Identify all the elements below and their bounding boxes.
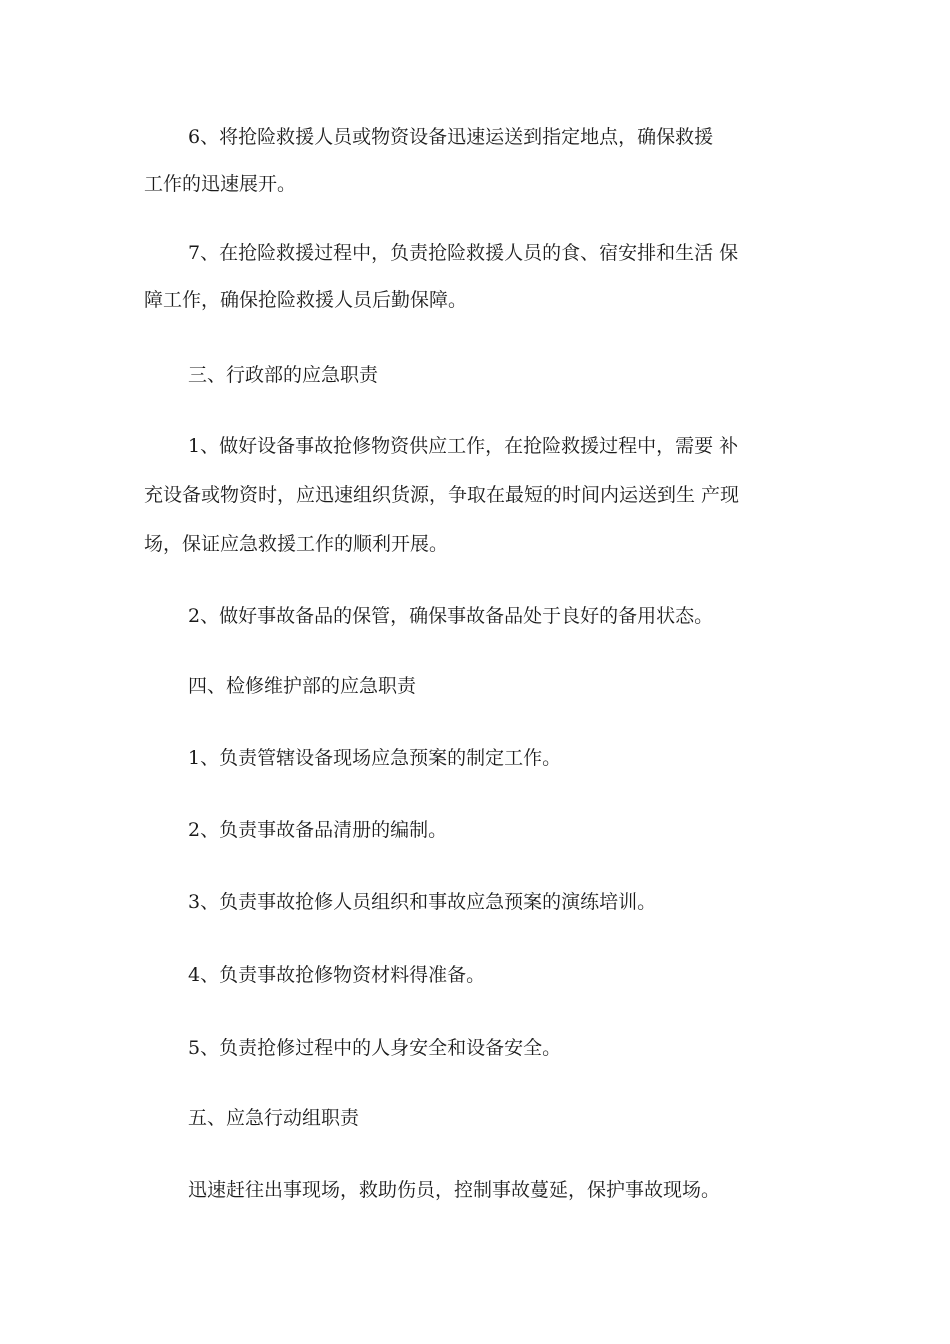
section-5-body: 迅速赶往出事现场，救助伤员，控制事故蔓延，保护事故现场。 [188, 1179, 721, 1201]
section-4-heading: 四、检修维护部的应急职责 [188, 675, 417, 697]
section-4-item-5: 5、负责抢修过程中的人身安全和设备安全。 [188, 1037, 562, 1059]
section-4-item-1: 1、负责管辖设备现场应急预案的制定工作。 [188, 747, 562, 769]
item-6-line-1: 6、将抢险救援人员或物资设备迅速运送到指定地点，确保救援 [188, 126, 714, 148]
section-3-item-1-line-3: 场，保证应急救援工作的顺利开展。 [144, 533, 449, 555]
section-3-item-1-line-2: 充设备或物资时，应迅速组织货源，争取在最短的时间内运送到生 产现 [144, 484, 740, 506]
section-4-item-4: 4、负责事故抢修物资材料得准备。 [188, 964, 486, 986]
item-7-line-1: 7、在抢险救援过程中，负责抢险救援人员的食、宿安排和生活 保 [188, 242, 739, 264]
section-3-item-2: 2、做好事故备品的保管，确保事故备品处于良好的备用状态。 [188, 605, 714, 627]
section-4-item-3: 3、负责事故抢修人员组织和事故应急预案的演练培训。 [188, 891, 657, 913]
section-3-heading: 三、行政部的应急职责 [188, 364, 379, 386]
section-5-heading: 五、应急行动组职责 [188, 1107, 360, 1129]
item-6-line-2: 工作的迅速展开。 [144, 173, 297, 195]
section-4-item-2: 2、负责事故备品清册的编制。 [188, 819, 448, 841]
item-7-line-2: 障工作，确保抢险救援人员后勤保障。 [144, 289, 468, 311]
section-3-item-1-line-1: 1、做好设备事故抢修物资供应工作，在抢险救援过程中，需要 补 [188, 435, 739, 457]
